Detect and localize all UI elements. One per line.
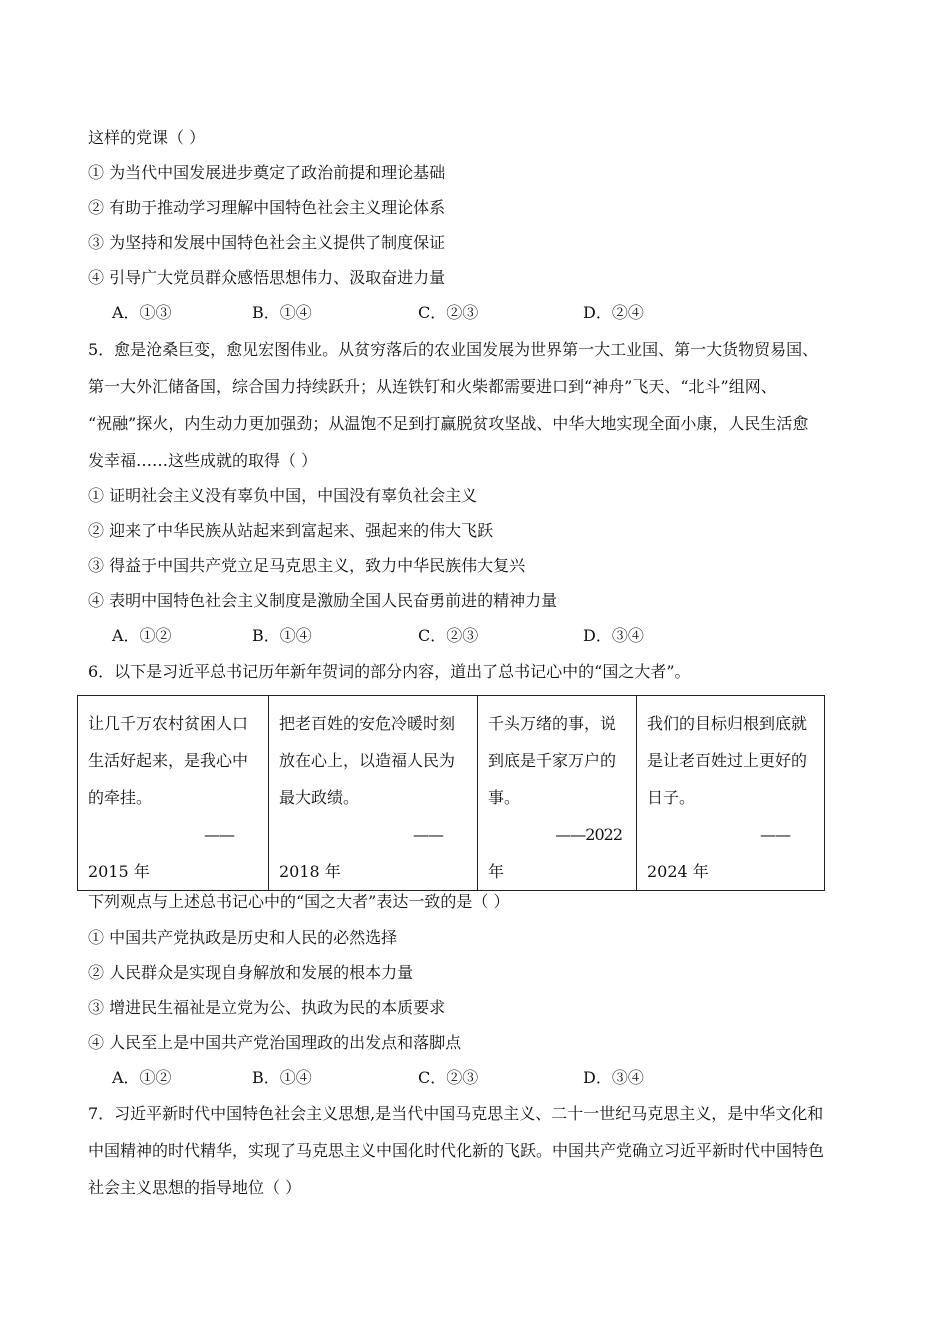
q4-option-d[interactable]: D．②④ bbox=[583, 303, 644, 322]
q7-stem-line-1: 7．习近平新时代中国特色社会主义思想,是当代中国马克思主义、二十一世纪马克思主义，是中华文化和 bbox=[88, 1104, 824, 1123]
q6-question: 下列观点与上述总书记心中的“国之大者”表达一致的是（ ） bbox=[88, 892, 510, 911]
quote-cell-2015 bbox=[78, 696, 269, 891]
q5-statement-3: ③ 得益于中国共产党立足马克思主义，致力中华民族伟大复兴 bbox=[88, 556, 526, 575]
quote-cell-2018 bbox=[269, 696, 478, 891]
q6-statement-2: ② 人民群众是实现自身解放和发展的根本力量 bbox=[88, 963, 414, 982]
q6-stem: 6．以下是习近平总书记历年新年贺词的部分内容，道出了总书记心中的“国之大者”。 bbox=[88, 662, 691, 681]
q4-stem-tail: 这样的党课（ ） bbox=[88, 128, 206, 147]
quote-cell-2024 bbox=[637, 696, 825, 891]
q4-option-c[interactable]: C．②③ bbox=[418, 303, 479, 322]
q6-option-d[interactable]: D．③④ bbox=[583, 1068, 644, 1087]
q4-option-b[interactable]: B．①④ bbox=[252, 303, 312, 322]
quote-dash: —— bbox=[204, 825, 234, 844]
q5-option-a[interactable]: A．①② bbox=[112, 626, 172, 645]
quote-text: 我们的目标归根到底就是让老百姓过上更好的日子。 bbox=[647, 714, 808, 807]
q5-stem-line-4: 发幸福……这些成就的取得（ ） bbox=[88, 451, 318, 470]
quote-year: 2024 年 bbox=[647, 862, 709, 881]
q5-statement-4: ④ 表明中国特色社会主义制度是激励全国人民奋勇前进的精神力量 bbox=[88, 591, 558, 610]
q6-statement-1: ① 中国共产党执政是历史和人民的必然选择 bbox=[88, 928, 398, 947]
q5-stem-line-1: 5．愈是沧桑巨变，愈见宏图伟业。从贫穷落后的农业国发展为世界第一大工业国、第一大货物贸易国、 bbox=[88, 340, 819, 359]
quote-cell-2022 bbox=[478, 696, 637, 891]
q4-statement-1: ① 为当代中国发展进步奠定了政治前提和理论基础 bbox=[88, 163, 446, 182]
quote-dash: ——2022 bbox=[555, 825, 622, 844]
quote-year: 年 bbox=[488, 862, 505, 881]
q5-option-b[interactable]: B．①④ bbox=[252, 626, 312, 645]
q4-statement-4: ④ 引导广大党员群众感悟思想伟力、汲取奋进力量 bbox=[88, 268, 446, 287]
q4-statement-2: ② 有助于推动学习理解中国特色社会主义理论体系 bbox=[88, 198, 446, 217]
quote-dash: —— bbox=[413, 825, 443, 844]
q4-statement-3: ③ 为坚持和发展中国特色社会主义提供了制度保证 bbox=[88, 233, 446, 252]
q5-option-d[interactable]: D．③④ bbox=[583, 626, 644, 645]
quote-year: 2018 年 bbox=[279, 862, 341, 881]
q6-option-c[interactable]: C．②③ bbox=[418, 1068, 479, 1087]
quote-text: 千头万绪的事，说到底是千家万户的事。 bbox=[488, 714, 617, 807]
new-year-quotes-table bbox=[77, 695, 825, 891]
q5-stem-line-3: “祝融”探火，内生动力更加强劲；从温饱不足到打赢脱贫攻坚战、中华大地实现全面小康，人民生活愈 bbox=[88, 414, 809, 433]
quote-text: 把老百姓的安危冷暖时刻放在心上，以造福人民为最大政绩。 bbox=[279, 714, 456, 807]
q6-option-a[interactable]: A．①② bbox=[112, 1068, 172, 1087]
quote-dash: —— bbox=[760, 825, 790, 844]
quote-text: 让几千万农村贫困人口生活好起来，是我心中的牵挂。 bbox=[88, 714, 249, 807]
q7-stem-line-2: 中国精神的时代精华，实现了马克思主义中国化时代化新的飞跃。中国共产党确立习近平新时代中国特色 bbox=[88, 1141, 825, 1160]
q5-option-c[interactable]: C．②③ bbox=[418, 626, 479, 645]
q7-stem-line-3: 社会主义思想的指导地位（ ） bbox=[88, 1178, 302, 1197]
q5-statement-1: ① 证明社会主义没有辜负中国，中国没有辜负社会主义 bbox=[88, 486, 478, 505]
q5-stem-line-2: 第一大外汇储备国，综合国力持续跃升；从连铁钉和火柴都需要进口到“神舟”飞天、“北斗”组网、 bbox=[88, 377, 777, 396]
quote-year: 2015 年 bbox=[88, 862, 150, 881]
q6-statement-4: ④ 人民至上是中国共产党治国理政的出发点和落脚点 bbox=[88, 1033, 462, 1052]
q5-statement-2: ② 迎来了中华民族从站起来到富起来、强起来的伟大飞跃 bbox=[88, 521, 494, 540]
q6-statement-3: ③ 增进民生福祉是立党为公、执政为民的本质要求 bbox=[88, 998, 446, 1017]
q6-option-b[interactable]: B．①④ bbox=[252, 1068, 312, 1087]
q4-option-a[interactable]: A．①③ bbox=[112, 303, 172, 322]
